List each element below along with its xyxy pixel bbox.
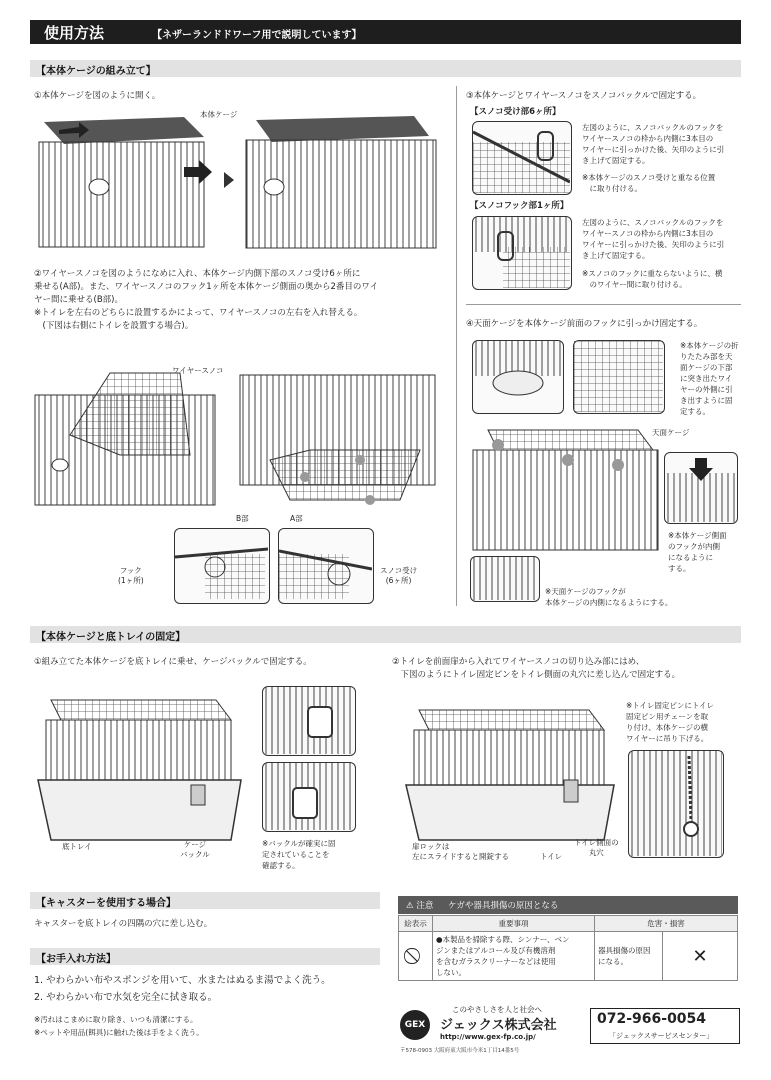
step4-note3: ※天面ケージのフックが 本体ケージの内側になるようにする。 — [545, 587, 673, 607]
page-subtitle: 【ネザーランドドワーフ用で説明しています】 — [152, 30, 362, 41]
footer-company: ジェックス株式会社 — [440, 1018, 557, 1033]
warning-col-important: 重要事項 — [433, 916, 595, 932]
phone-box — [590, 1008, 740, 1044]
tray-step1: ①組み立てた本体ケージを底トレイに乗せ、ケージバックルで固定する。 — [34, 657, 312, 667]
detail-fold-box2 — [573, 340, 665, 414]
care-note2: ※ペットや用品(餌具)に触れた後は手をよく洗う。 — [34, 1028, 204, 1037]
suko6-text: 左図のように、スノコバックルのフックを ワイヤースノコの枠から内側に3本目の ワイヤーに引っかけた後、矢印のように引 き上げて固定する。 — [582, 123, 725, 165]
label-door-lock: 扉ロックは 左にスライドすると開錠する — [412, 842, 510, 861]
detail-suko-box — [278, 528, 374, 604]
cage-open-illustration — [34, 112, 444, 258]
label-part-b: B部 — [236, 514, 249, 523]
divider-step3-4 — [466, 304, 741, 305]
footer-url[interactable]: http://www.gex-fp.co.jp/ — [440, 1033, 536, 1041]
buckle-note: ※バックルが確実に固 定されていることを 確認する。 — [262, 839, 336, 870]
detail-hook-box — [174, 528, 270, 604]
label-main-cage: 本体ケージ — [200, 110, 238, 119]
detail-hook-inner-box — [470, 556, 540, 602]
detail-pin-box — [628, 750, 724, 858]
sub-heading-hook1: 【スノコフック部1ヶ所】 — [470, 201, 569, 211]
tray-cage-illustration — [36, 690, 246, 850]
detail-buckle-box2 — [262, 762, 356, 832]
section-caster: 【キャスターを使用する場合】 — [30, 892, 380, 909]
hook1-text: 左図のように、スノコバックルのフックを ワイヤースノコの枠から内側に3本目の ワイヤーに引っかけた後、矢印のように引 き上げて固定する。 — [582, 218, 725, 260]
no-chemicals-icon: ✕ — [663, 932, 738, 981]
warning-col-icon: 絵表示 — [399, 916, 433, 932]
detail-buckle-box1 — [262, 686, 356, 756]
label-top-cage: 天面ケージ — [652, 428, 690, 437]
warning-col-harm: 危害・損害 — [595, 916, 738, 932]
assembly-step3: ③本体ケージとワイヤースノコをスノコバックルで固定する。 — [466, 91, 702, 101]
care-line2: 2. やわらかい布で水気を完全に拭き取る。 — [34, 992, 218, 1003]
footer-address: 〒578-0903 大阪府東大阪市今米1丁目14番5号 — [400, 1048, 520, 1054]
section-assembly: 【本体ケージの組み立て】 — [30, 60, 741, 77]
label-toilet: トイレ — [540, 852, 563, 861]
warning-table — [398, 915, 738, 981]
caster-text: キャスターを底トレイの四隅の穴に差し込む。 — [34, 919, 213, 929]
page-title: 使用方法 — [44, 24, 105, 42]
step4-note2: ※本体ケージ側面 のフックが内側 になるように する。 — [668, 531, 727, 573]
warning-harm: 器具損傷の原因 になる。 — [595, 932, 663, 981]
detail-hook1-box — [472, 216, 572, 290]
detail-fold-box1 — [472, 340, 564, 414]
tray-step2: ②トイレを前面扉から入れてワイヤースノコの切り込み部にはめ、 下図のようにトイレ固定ピンをトイレ側面の丸穴に差し込んで固定する。 — [392, 657, 681, 680]
care-line1: 1. やわらかい布やスポンジを用いて、水またはぬるま湯でよく洗う。 — [34, 975, 331, 986]
label-wire-sunoko: ワイヤースノコ — [172, 366, 224, 375]
label-suko-uke: スノコ受け (6ヶ所) — [380, 566, 418, 585]
section-care: 【お手入れ方法】 — [30, 948, 380, 965]
warning-bar — [398, 896, 738, 914]
warning-title: 注意 — [416, 901, 434, 911]
detail-suko6-box — [472, 121, 572, 195]
footer-slogan: このやさしさを人と社会へ — [452, 1005, 542, 1014]
label-toilet-hole: トイレ側面の 丸穴 — [574, 838, 619, 857]
top-cage-illustration — [468, 420, 668, 560]
warning-body: ●本製品を掃除する際、シンナー、ベン ジンまたはアルコール及び有機溶剤 を含むガラスクリーナーなどは使用 しない。 — [433, 932, 595, 981]
label-bottom-tray: 底トレイ — [62, 842, 92, 851]
warning-subtitle: ケガや器具損傷の原因となる — [448, 901, 559, 911]
assembly-step4: ④天面ケージを本体ケージ前面のフックに引っかけ固定する。 — [466, 319, 703, 329]
detail-side-hook-box — [664, 452, 738, 524]
pin-note: ※トイレ固定ピンにトイレ 固定ピン用チェーンを取 り付け、本体ケージの横 ワイヤーに吊り下げる。 — [626, 701, 715, 743]
wire-sunoko-illustration — [30, 365, 440, 525]
phone-number: 072-966-0054 — [597, 1011, 707, 1027]
divider-vertical — [456, 86, 457, 606]
header-bar — [30, 20, 741, 44]
section-tray: 【本体ケージと底トレイの固定】 — [30, 626, 741, 643]
label-cage-buckle: ケージ バックル — [180, 840, 210, 859]
prohibited-icon — [399, 932, 433, 981]
step4-note: ※本体ケージの折 りたたみ部を天 面ケージの下部 に突き出たワイ ヤーの外側に引 き出すように固 定する。 — [680, 341, 739, 416]
care-note1: ※汚れはこまめに取り除き、いつも清潔にする。 — [34, 1015, 198, 1024]
suko6-note: ※本体ケージのスノコ受けと重なる位置 に取り付ける。 — [582, 173, 716, 193]
toilet-cage-illustration — [404, 700, 619, 850]
label-part-a: A部 — [290, 514, 303, 523]
assembly-step1: ①本体ケージを図のように開く。 — [34, 91, 161, 101]
hook1-note: ※スノコのフックに重ならないように、横 のワイヤー間に取り付ける。 — [582, 269, 723, 289]
service-center: 「ジェックスサービスセンター」 — [609, 1032, 714, 1040]
warning-icon: ⚠ — [406, 901, 417, 911]
sub-heading-suko6: 【スノコ受け部6ヶ所】 — [470, 107, 561, 117]
label-hook: フック (1ヶ所) — [118, 566, 144, 585]
assembly-step2: ②ワイヤースノコを図のようになめに入れ、本体ケージ内側下部のスノコ受け6ヶ所に 乗せる(A部)。また、ワイヤースノコのフック1ヶ所を本体ケージ側面の奥から2番目のワイ ヤー間に乗せる(B部)。 ※トイレを左右のどちらに設置するかによって、ワイヤースノコの左右を入れ替える。 (下図は右側にトイレを設置する場合)。 — [34, 269, 379, 331]
gex-logo: GEX — [400, 1010, 430, 1040]
